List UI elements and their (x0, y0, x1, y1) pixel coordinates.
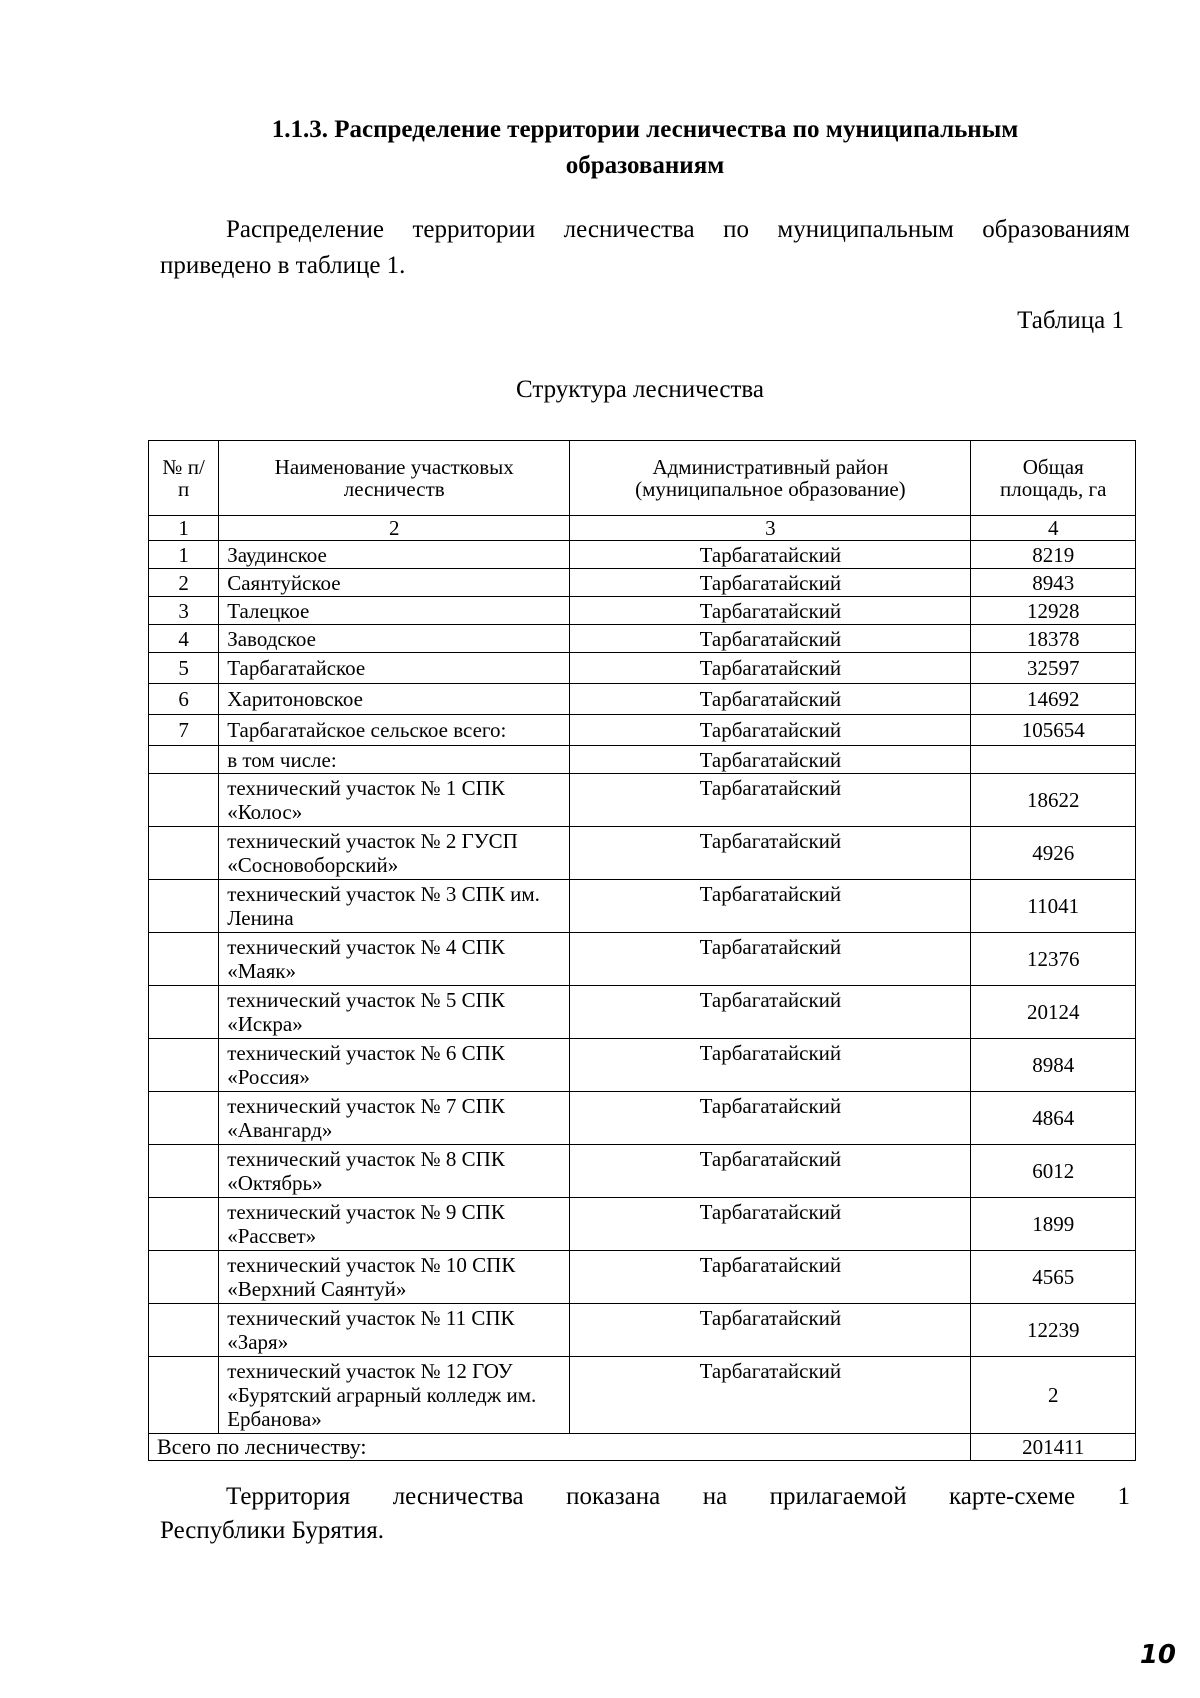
row-area: 8219 (971, 541, 1136, 569)
column-index: 3 (570, 516, 971, 541)
row-num (149, 1198, 219, 1251)
row-district: Тарбагатайский (570, 715, 971, 746)
row-district: Тарбагатайский (570, 684, 971, 715)
row-num: 4 (149, 625, 219, 653)
row-area: 2 (971, 1357, 1136, 1434)
row-area: 11041 (971, 880, 1136, 933)
row-num (149, 880, 219, 933)
row-num: 1 (149, 541, 219, 569)
row-area: 1899 (971, 1198, 1136, 1251)
row-name: технический участок № 1 СПК «Колос» (219, 774, 570, 827)
row-area (971, 746, 1136, 774)
row-name: технический участок № 2 ГУСП «Сосновоборский» (219, 827, 570, 880)
row-area: 8943 (971, 569, 1136, 597)
row-district: Тарбагатайский (570, 933, 971, 986)
outro-word: Территория (226, 1483, 351, 1510)
table-row (149, 746, 1136, 774)
outro-word: карте-схеме (949, 1483, 1076, 1510)
table-row (149, 1092, 1136, 1145)
row-name: в том числе: (219, 746, 570, 774)
row-name: Тарбагатайское сельское всего: (219, 715, 570, 746)
row-district: Тарбагатайский (570, 597, 971, 625)
table-row (149, 597, 1136, 625)
column-index: 4 (971, 516, 1136, 541)
row-area: 32597 (971, 653, 1136, 684)
table-row (149, 541, 1136, 569)
row-name: технический участок № 12 ГОУ «Бурятский аграрный колледж им. Ербанова» (219, 1357, 570, 1434)
table-row (149, 625, 1136, 653)
row-name: Харитоновское (219, 684, 570, 715)
page-number: 10 (1139, 1640, 1176, 1670)
outro-word: на (702, 1483, 728, 1510)
row-name: технический участок № 10 СПК «Верхний Саянтуй» (219, 1251, 570, 1304)
row-num (149, 1145, 219, 1198)
row-num: 2 (149, 569, 219, 597)
table-row (149, 827, 1136, 880)
row-district: Тарбагатайский (570, 1039, 971, 1092)
row-name: Саянтуйское (219, 569, 570, 597)
row-area: 18378 (971, 625, 1136, 653)
table-row (149, 1357, 1136, 1434)
intro-text: Распределение территории лесничества по муниципальным образованиям приведено в таблице 1. (160, 216, 1130, 279)
header-area: Общая площадь, га (971, 441, 1136, 516)
row-area: 6012 (971, 1145, 1136, 1198)
table-row (149, 1251, 1136, 1304)
row-num: 6 (149, 684, 219, 715)
row-district: Тарбагатайский (570, 1198, 971, 1251)
row-name: Тарбагатайское (219, 653, 570, 684)
outro-line1 (160, 1480, 1130, 1514)
row-name: Заводское (219, 625, 570, 653)
row-num (149, 1092, 219, 1145)
row-area: 12376 (971, 933, 1136, 986)
row-district: Тарбагатайский (570, 1092, 971, 1145)
row-district: Тарбагатайский (570, 569, 971, 597)
row-district: Тарбагатайский (570, 1304, 971, 1357)
table-row (149, 986, 1136, 1039)
row-area: 4565 (971, 1251, 1136, 1304)
table-caption: Структура лесничества (516, 376, 764, 403)
outro-line2: Республики Бурятия. (160, 1517, 384, 1544)
row-name: технический участок № 5 СПК «Искра» (219, 986, 570, 1039)
section-heading-line1: 1.1.3. Распределение территории лесничества по муниципальным (271, 116, 1019, 143)
row-district: Тарбагатайский (570, 625, 971, 653)
row-district: Тарбагатайский (570, 653, 971, 684)
table-row (149, 880, 1136, 933)
row-num (149, 827, 219, 880)
row-name: технический участок № 9 СПК «Рассвет» (219, 1198, 570, 1251)
intro-paragraph (160, 212, 1130, 284)
column-index: 2 (219, 516, 570, 541)
row-num (149, 986, 219, 1039)
outro-word: 1 (1117, 1483, 1130, 1510)
row-district: Тарбагатайский (570, 541, 971, 569)
row-area: 105654 (971, 715, 1136, 746)
row-name: Заудинское (219, 541, 570, 569)
section-heading-line2: образованиям (565, 152, 725, 179)
table-row (149, 1304, 1136, 1357)
table-body (149, 516, 1136, 1434)
row-num: 5 (149, 653, 219, 684)
row-area: 12928 (971, 597, 1136, 625)
row-district: Тарбагатайский (570, 986, 971, 1039)
table-row (149, 569, 1136, 597)
header-name: Наименование участковых лесничеств (219, 441, 570, 516)
outro-word: прилагаемой (769, 1483, 907, 1510)
row-num (149, 1304, 219, 1357)
row-district: Тарбагатайский (570, 880, 971, 933)
table-label: Таблица 1 (1017, 307, 1124, 334)
total-area: 201411 (971, 1434, 1136, 1461)
table-row (149, 1145, 1136, 1198)
row-district: Тарбагатайский (570, 1357, 971, 1434)
row-num: 7 (149, 715, 219, 746)
table-total-row (149, 1434, 1136, 1461)
table-row (149, 933, 1136, 986)
row-district: Тарбагатайский (570, 774, 971, 827)
row-area: 4864 (971, 1092, 1136, 1145)
row-district: Тарбагатайский (570, 1145, 971, 1198)
outro-word: лесничества (392, 1483, 524, 1510)
row-name: технический участок № 6 СПК «Россия» (219, 1039, 570, 1092)
row-name: технический участок № 3 СПК им. Ленина (219, 880, 570, 933)
row-num (149, 933, 219, 986)
row-name: технический участок № 7 СПК «Авангард» (219, 1092, 570, 1145)
row-num: 3 (149, 597, 219, 625)
row-name: технический участок № 8 СПК «Октябрь» (219, 1145, 570, 1198)
table-row (149, 653, 1136, 684)
row-name: технический участок № 4 СПК «Маяк» (219, 933, 570, 986)
row-area: 4926 (971, 827, 1136, 880)
column-index-row (149, 516, 1136, 541)
table-row (149, 1039, 1136, 1092)
row-district: Тарбагатайский (570, 827, 971, 880)
row-district: Тарбагатайский (570, 746, 971, 774)
row-num (149, 746, 219, 774)
row-area: 18622 (971, 774, 1136, 827)
total-label: Всего по лесничеству: (149, 1434, 971, 1461)
table-row (149, 684, 1136, 715)
row-num (149, 774, 219, 827)
outro-word: показана (566, 1483, 661, 1510)
table-header-row (149, 441, 1136, 516)
row-name: технический участок № 11 СПК «Заря» (219, 1304, 570, 1357)
row-num (149, 1357, 219, 1434)
table-row (149, 774, 1136, 827)
row-district: Тарбагатайский (570, 1251, 971, 1304)
table-row (149, 715, 1136, 746)
outro-paragraph (160, 1480, 1130, 1548)
section-heading (180, 112, 1110, 184)
row-area: 12239 (971, 1304, 1136, 1357)
header-district: Административный район (муниципальное образование) (570, 441, 971, 516)
header-num: № п/п (149, 441, 219, 516)
row-area: 8984 (971, 1039, 1136, 1092)
row-area: 20124 (971, 986, 1136, 1039)
table-row (149, 1198, 1136, 1251)
row-num (149, 1251, 219, 1304)
row-num (149, 1039, 219, 1092)
column-index: 1 (149, 516, 219, 541)
row-name: Талецкое (219, 597, 570, 625)
row-area: 14692 (971, 684, 1136, 715)
forestry-structure-table (148, 440, 1136, 1461)
